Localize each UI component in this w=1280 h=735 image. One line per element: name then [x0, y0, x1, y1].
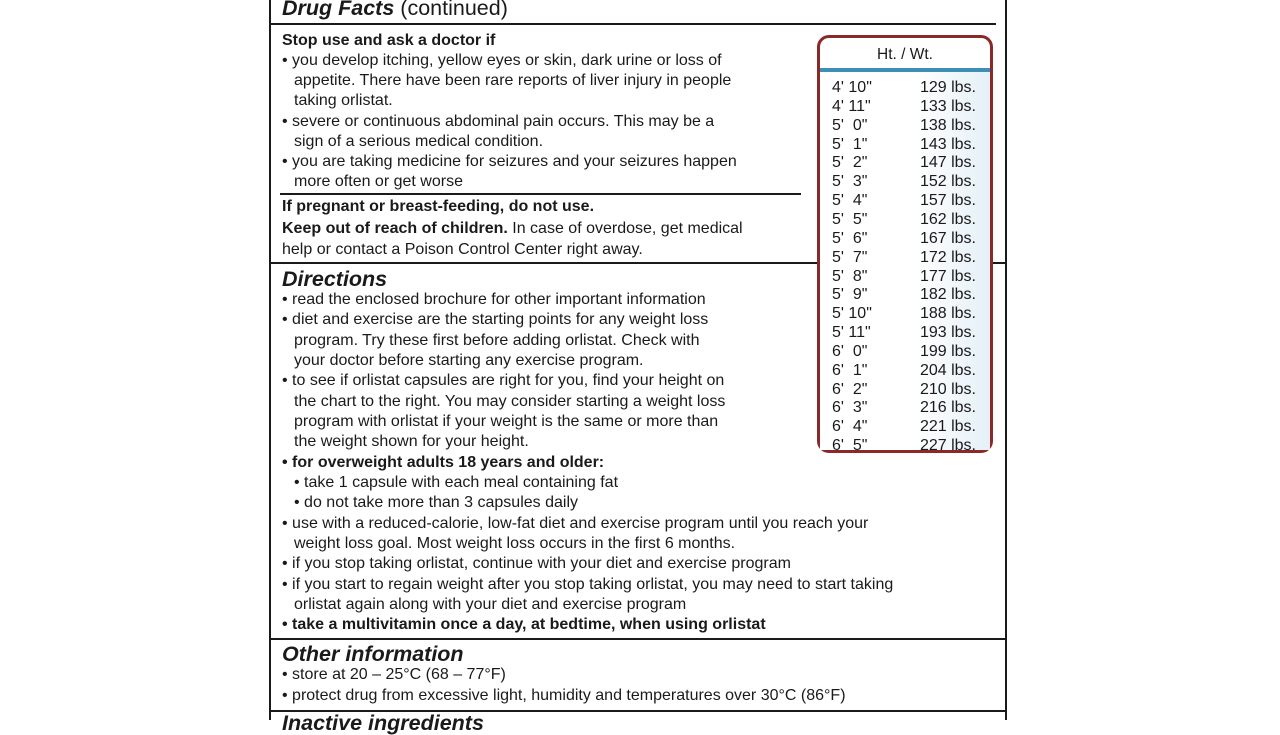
- height-weight-row: [820, 267, 990, 286]
- directions-line: your doctor before starting any exercise program.: [294, 352, 644, 369]
- height-weight-row: [820, 229, 990, 248]
- directions-line: • diet and exercise are the starting points for any weight loss: [282, 311, 709, 328]
- height-weight-row: [820, 97, 990, 116]
- height-weight-row: [820, 172, 990, 191]
- pregnant-warning: If pregnant or breast-feeding, do not use.: [282, 198, 595, 215]
- weight-value: 152 lbs.: [919, 173, 976, 191]
- height-weight-row: [820, 398, 990, 417]
- directions-line: the weight shown for your height.: [294, 433, 529, 450]
- directions-line: orlistat again along with your diet and exercise program: [294, 596, 687, 613]
- weight-value: 182 lbs.: [919, 286, 976, 304]
- other-info-heading: Other information: [282, 642, 464, 666]
- weight-value: 188 lbs.: [919, 305, 976, 323]
- height-value: 5' 8": [832, 267, 868, 285]
- directions-line: the chart to the right. You may consider starting a weight loss: [294, 393, 726, 410]
- drug-facts-heading: [282, 0, 508, 20]
- directions-heading: Directions: [282, 267, 388, 291]
- height-weight-row: [820, 285, 990, 304]
- weight-value: 162 lbs.: [919, 210, 976, 228]
- height-value: 5' 0": [832, 116, 868, 134]
- height-weight-title: Ht. / Wt.: [877, 46, 933, 63]
- height-weight-row: [820, 342, 990, 361]
- inactive-ingredients-heading: Inactive ingredients: [282, 711, 484, 735]
- stop-use-line: • severe or continuous abdominal pain occurs. This may be a: [282, 113, 715, 130]
- directions-line: • to see if orlistat capsules are right for you, find your height on: [282, 372, 725, 389]
- weight-value: 199 lbs.: [919, 342, 976, 360]
- directions-line: weight loss goal. Most weight loss occurs in the first 6 months.: [294, 535, 736, 552]
- height-weight-row: [820, 116, 990, 135]
- weight-value: 177 lbs.: [919, 267, 976, 285]
- weight-value: 216 lbs.: [919, 399, 976, 417]
- children-warning-text: In case of overdose, get medical: [507, 220, 743, 237]
- weight-value: 227 lbs.: [919, 437, 976, 455]
- directions-line: • for overweight adults 18 years and older:: [282, 454, 605, 471]
- directions-line: • take a multivitamin once a day, at bedtime, when using orlistat: [282, 616, 766, 633]
- height-value: 6' 2": [832, 380, 868, 398]
- height-weight-row: [820, 210, 990, 229]
- height-weight-row: [820, 417, 990, 436]
- height-value: 6' 5": [832, 437, 868, 455]
- height-weight-row: [820, 380, 990, 399]
- stop-use-line: • you are taking medicine for seizures and your seizures happen: [282, 153, 737, 170]
- stop-use-line: • you develop itching, yellow eyes or skin, dark urine or loss of: [282, 52, 722, 69]
- drug-facts-title: Drug Facts: [282, 0, 395, 20]
- weight-value: 143 lbs.: [919, 135, 976, 153]
- children-warning-line: help or contact a Poison Control Center right away.: [282, 241, 643, 258]
- weight-value: 167 lbs.: [919, 229, 976, 247]
- height-weight-body: [820, 72, 990, 455]
- height-value: 5' 7": [832, 248, 868, 266]
- height-value: 5' 2": [832, 154, 868, 172]
- height-value: 5' 6": [832, 229, 868, 247]
- stop-use-line: taking orlistat.: [294, 92, 393, 109]
- other-info-rule: [271, 638, 1005, 640]
- directions-line: program with orlistat if your weight is the same or more than: [294, 413, 719, 430]
- weight-value: 157 lbs.: [919, 192, 976, 210]
- directions-line: • take 1 capsule with each meal containing fat: [294, 474, 619, 491]
- directions-line: program. Try these first before adding orlistat. Check with: [294, 332, 700, 349]
- height-weight-row: [820, 153, 990, 172]
- height-value: 6' 4": [832, 418, 868, 436]
- height-value: 6' 1": [832, 361, 868, 379]
- weight-value: 138 lbs.: [919, 116, 976, 134]
- directions-line: • read the enclosed brochure for other important information: [282, 291, 706, 308]
- weight-value: 193 lbs.: [919, 324, 976, 342]
- height-value: 6' 3": [832, 399, 868, 417]
- height-weight-row: [820, 323, 990, 342]
- stop-use-heading: Stop use and ask a doctor if: [282, 32, 496, 49]
- other-info-line: • protect drug from excessive light, humidity and temperatures over 30°C (86°F): [282, 687, 846, 704]
- weight-value: 210 lbs.: [919, 380, 976, 398]
- stop-use-line: appetite. There have been rare reports of liver injury in people: [294, 72, 732, 89]
- directions-line: • do not take more than 3 capsules daily: [294, 494, 578, 511]
- stop-use-rule: [280, 193, 801, 195]
- directions-line: • if you start to regain weight after you stop taking orlistat, you may need to start taking: [282, 576, 894, 593]
- directions-line: • use with a reduced-calorie, low-fat diet and exercise program until you reach your: [282, 515, 869, 532]
- stop-use-line: more often or get worse: [294, 173, 463, 190]
- height-value: 5' 1": [832, 135, 868, 153]
- height-weight-row: [820, 191, 990, 210]
- weight-value: 172 lbs.: [919, 248, 976, 266]
- weight-value: 204 lbs.: [919, 361, 976, 379]
- drug-facts-continued: (continued): [400, 0, 508, 20]
- height-value: 5' 5": [832, 210, 868, 228]
- directions-line: • if you stop taking orlistat, continue with your diet and exercise program: [282, 555, 791, 572]
- weight-value: 221 lbs.: [919, 418, 976, 436]
- children-warning-bold: Keep out of reach of children.: [282, 220, 508, 237]
- weight-value: 129 lbs.: [919, 79, 976, 96]
- height-value: 5' 11": [832, 324, 871, 342]
- height-value: 5' 9": [832, 286, 868, 304]
- height-value: 4' 11": [832, 97, 871, 115]
- height-value: 5' 4": [832, 192, 868, 210]
- height-weight-row: [820, 304, 990, 323]
- other-info-line: • store at 20 – 25°C (68 – 77°F): [282, 666, 506, 683]
- height-value: 4' 10": [832, 79, 872, 96]
- height-weight-row: [820, 248, 990, 267]
- weight-value: 147 lbs.: [919, 154, 976, 172]
- weight-value: 133 lbs.: [919, 97, 976, 115]
- height-weight-table: [817, 35, 993, 453]
- height-weight-row: [820, 436, 990, 455]
- header-rule: [271, 23, 996, 25]
- height-weight-row: [820, 135, 990, 154]
- height-weight-row: [820, 78, 990, 97]
- height-value: 6' 0": [832, 342, 868, 360]
- stop-use-line: sign of a serious medical condition.: [294, 133, 544, 150]
- height-value: 5' 3": [832, 173, 868, 191]
- height-weight-row: [820, 361, 990, 380]
- children-warning: [282, 219, 743, 239]
- height-value: 5' 10": [832, 305, 872, 323]
